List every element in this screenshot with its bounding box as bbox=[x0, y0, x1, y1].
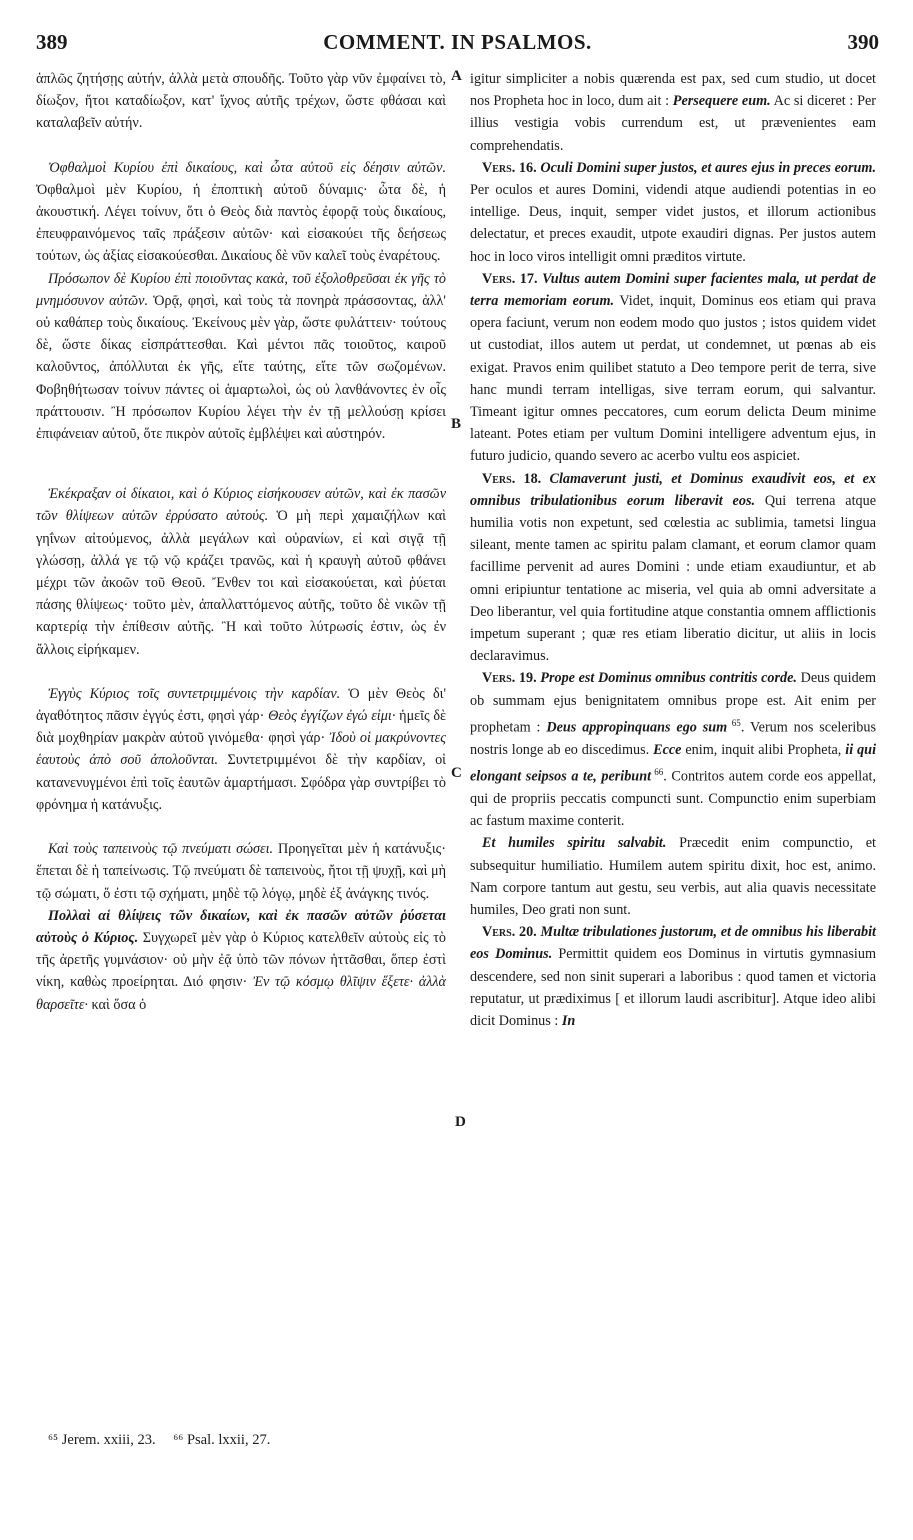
margin-marker-c: C bbox=[451, 765, 462, 781]
spacer bbox=[36, 445, 446, 483]
latin-text: igitur simpliciter a nobis quærenda est pax, sed cum studio, ut docet nos Propheta hoc in loco, dum ait : bbox=[470, 71, 876, 110]
greek-text: Ὁρᾷ, φησὶ, καὶ τοὺς τὰ πονηρὰ πράσσοντας, ἀλλ' οὐ καθάπερ τοὺς δικαίους. Ἐκείνους μὲν γὰρ, ὥστε φυλάττειν· τούτους δὲ, ὥστε δίκας εἰσπράττεσθαι. Καὶ μέντοι πᾶς τοιοῦτος, καιροῦ καλοῦντος, ἀπόλλυται ἐκ γῆς, εἴτε ταύτης, εἴτε τῶν σωζομένων. Φοβηθήτωσαν τοίνυν πάντες οἱ ἁμαρτωλοὶ, ὡς οὐ λανθάνοντες ἐν οἷς πράττουσιν. Ἢ πρόσωπον Κυρίου λέγει τὴν ἐν τῇ μελλούσῃ κρίσει ἐπιφάνειαν αὐτοῦ, ὅτε πικρὸν αὐτοῖς ἐμβλέψει καὶ αὐστηρόν. bbox=[36, 292, 446, 443]
latin-lemma: Et humiles spiritu salvabit. bbox=[482, 835, 667, 852]
latin-lemma: Vultus autem Domini super facientes mala, ut perdat de terra memoriam eorum. bbox=[470, 270, 877, 310]
latin-quote: Ecce bbox=[653, 741, 682, 758]
latin-lemma: Clamaverunt justi, et Dominus exaudivit eos, et ex omnibus tribulationibus eorum liberavit eos. bbox=[470, 470, 876, 509]
latin-text: Præcedit enim compunctio, et subsequitur humiliatio. Humilem autem spiritu dixit, hoc est, animo. Nam corpore tantum aut gestu, seu verbis, aut alia quavis necessitate humiles, Deo grati non sunt. bbox=[470, 835, 876, 918]
spacer bbox=[36, 661, 446, 683]
footnote-66: ⁶⁶ Psal. lxxii, 27. bbox=[173, 1432, 271, 1448]
verse-18 bbox=[470, 468, 876, 668]
margin-marker-a: A bbox=[451, 68, 462, 84]
latin-text: enim, inquit alibi Propheta, bbox=[681, 741, 846, 758]
greek-quote: Ἐν τῷ κόσμῳ θλῖψιν ἕξετε· ἀλλὰ θαρσεῖτε· bbox=[36, 974, 446, 1013]
verse-label: Vers. 18. bbox=[482, 470, 542, 487]
latin-text: Qui terrena atque humilia votis non expetunt, sed cœlestia ac sublimia, tametsi lingua sileant, mente tamen ac spiritu palam clamant, et eorum clamor quam facillime pervenit ad aures Domini : unde etiam exaudiuntur, et ab omni eripiuntur tentatione ac miseria, vel quia ab omni adversitate a Deo liberantur, vel quia fortitudine atque constantia omnem afflictionis impetum superant ; quæ res etiam liberatio dicitur, ut aliis in locis declaravimus. bbox=[470, 492, 876, 665]
greek-para-7 bbox=[36, 905, 446, 1016]
greek-para-5 bbox=[36, 683, 446, 816]
latin-lemma: Prope est Dominus omnibus contritis corde. bbox=[536, 670, 797, 687]
greek-text: Συγχωρεῖ μὲν γὰρ ὁ Κύριος κατελθεῖν αὐτοὺς εἰς τὸ τῆς ἀρετῆς γυμνάσιον· οὐ μὴν ἐᾷ ὑπὸ τῶν πόνων ἡττᾶσθαι, ὅπερ ἐστὶ νίκη, καθὼς προείρηται. Διό φησιν· bbox=[36, 929, 447, 991]
greek-text: Ὁ μὴ περὶ χαμαιζήλων καὶ γηΐνων αἰτούμενος, ἀλλὰ μεγάλων καὶ οὐρανίων, εἰ καὶ σιγᾷ τῇ γλώσσῃ, ἀλλά γε τῷ νῷ κράζει τρανῶς, καὶ ἡ κραυγὴ αὐτοῦ φθάνει μέχρι τῶν ἀκοῶν τοῦ Θεοῦ. Ἔνθεν τοι καὶ εἰσακούεται, καὶ ῥύεται πάσης θλίψεως· τοῦτο μὲν, ἀπαλλαττόμενος αὐτῆς, τοῦτο δὲ νικῶν τῇ καρτερίᾳ τὴν ἐπίθεσιν αὐτῆς. Ἢ καὶ τοῦτο λύτρωσίς ἐστιν, ὡς ἐν ἄλλοις εἰρήκαμεν. bbox=[36, 508, 446, 658]
latin-quote: ii qui elongant seipsos a te, peribunt bbox=[470, 741, 877, 785]
greek-para-1: ἁπλῶς ζητήσῃς αὐτήν, ἀλλὰ μετὰ σπουδῆς. Τοῦτο γὰρ νῦν ἐμφαίνει τὸ, δίωξον, ἤτοι καταδίωξον, κατ' ἴχνος αὐτῆς τρέχων, ὥστε φθάσαι καὶ καταλαβεῖν αὐτήν. bbox=[36, 71, 446, 132]
verse-16 bbox=[470, 157, 876, 268]
greek-lemma: Πρόσωπον δὲ Κυρίου ἐπὶ ποιοῦντας κακὰ, τοῦ ἐξολοθρεῦσαι ἐκ γῆς τὸ μνημόσυνον αὐτῶν. bbox=[36, 270, 446, 309]
latin-lemma: In bbox=[561, 1013, 576, 1029]
latin-para-1 bbox=[470, 68, 876, 157]
footnotes bbox=[48, 1432, 284, 1449]
latin-column bbox=[470, 68, 876, 1032]
footnote-ref[interactable]: 66 bbox=[651, 767, 664, 778]
greek-column bbox=[36, 68, 446, 1016]
latin-text: . Contritos autem corde eos appellat, qui de propriis peccatis compuncti sunt. Compunctio enim superbiam ac fastum maxime conterit. bbox=[470, 768, 876, 830]
latin-text: . Verum nos sceleribus nostris longe ab eo discedimus. bbox=[470, 719, 876, 758]
latin-text: Videt, inquit, Dominus eos etiam qui prava opera faciunt, verum non eodem modo quo justos ; istos quidem videt ut custodiat, illos autem ut perdat, ut condemnet, ut pœnas ab eis exigat. Pravos enim quilibet statuto a Deo tempore perit de terra, sive hanc mundi terram intelligas, sive terram eorum, qui salvantur. Timeant igitur omnes peccatores, cum eorum delicta Deum minime lateant. Potes etiam per vultum Domini intelligere adventum ejus, in futuro judicio, quando severo ac acerbo vultu eos aspiciet. bbox=[470, 293, 876, 465]
greek-quote: Θεὸς ἐγγίζων ἐγώ εἰμι· bbox=[268, 708, 396, 725]
verse-19b bbox=[470, 832, 876, 921]
greek-para-2 bbox=[36, 157, 446, 268]
verse-17 bbox=[470, 268, 876, 468]
greek-text: Συντετριμμένοι δὲ τὴν καρδίαν, οἱ κατανενυγμένοι ἐπὶ τοῖς ἑαυτῶν ἁμαρτήμασι. Σφόδρα γὰρ συντρίβει τὸ φρόνημα ἡ κατάνυξις. bbox=[36, 752, 446, 813]
greek-text: Προηγεῖται μὲν ἡ κατάνυξις· ἕπεται δὲ ἡ ταπείνωσις. Τῷ πνεύματι δὲ ταπεινοὺς, ἤτοι τῇ ψυχῇ, καὶ μὴ τῷ σώματι, ὅ ἐστι τῷ σχήματι, μηδὲ τῷ λόγῳ, μηδὲ ἐξ ἀνάγκης τινός. bbox=[36, 841, 447, 902]
greek-lemma: Καὶ τοὺς ταπεινοὺς τῷ πνεύματι σώσει. bbox=[48, 841, 274, 858]
greek-para-3 bbox=[36, 268, 446, 446]
verse-label: Vers. 19. bbox=[482, 670, 537, 687]
margin-marker-d: D bbox=[455, 1114, 466, 1130]
verse-19 bbox=[470, 667, 876, 832]
page-number-right: 390 bbox=[847, 30, 879, 54]
greek-lemma: Πολλαὶ αἱ θλίψεις τῶν δικαίων, καὶ ἐκ πασῶν αὐτῶν ῥύσεται αὐτοὺς ὁ Κύριος. bbox=[36, 907, 446, 946]
greek-text: καὶ ὅσα ὁ bbox=[87, 996, 147, 1013]
greek-lemma: Ἐκέκραξαν οἱ δίκαιοι, καὶ ὁ Κύριος εἰσήκουσεν αὐτῶν, καὶ ἐκ πασῶν τῶν θλίψεων αὐτῶν ἐρρύσατο αὐτούς. bbox=[36, 486, 446, 525]
spacer bbox=[36, 135, 446, 157]
latin-lemma: Persequere eum. bbox=[672, 93, 771, 110]
latin-lemma: Multæ tribulationes justorum, et de omnibus his liberabit eos Dominus. bbox=[470, 924, 876, 963]
latin-text: Permittit quidem eos Dominus in virtutis gymnasium descendere, sed non sinit superari a laboribus : quod tamen et victoria reputatur, ut prædiximus [ et illorum laudi ascribitur]. Atque ideo alibi dicit Dominus : bbox=[470, 946, 877, 1029]
footnote-ref[interactable]: 65 bbox=[727, 717, 741, 728]
latin-text: Per oculos et aures Domini, videndi atque audiendi potentias in eo intellige. Deus, inquit, semper videt justos, et illorum actionibus delectatur, et preces exaudit, utpote exaudiri dignas. Per justos autem hoc in loco viros intelligit omni præditos virtute. bbox=[470, 182, 876, 265]
latin-quote: Deus appropinquans ego sum bbox=[546, 719, 728, 736]
latin-text: Deus quidem ob summam ejus benignitatem omnibus prope est. Ait enim per prophetam : bbox=[470, 670, 876, 736]
running-header bbox=[36, 30, 879, 64]
greek-text: Ὁ μὲν Θεὸς δι' ἀγαθότητος πᾶσιν ἐγγύς ἐστι, φησὶ γάρ· bbox=[36, 685, 446, 725]
greek-lemma: Ὀφθαλμοὶ Κυρίου ἐπὶ δικαίους, καὶ ὦτα αὐτοῦ εἰς δέησιν αὐτῶν. bbox=[48, 159, 446, 176]
footnote-65: ⁶⁵ Jerem. xxiii, 23. bbox=[48, 1432, 156, 1448]
verse-label: Vers. 17. bbox=[482, 270, 538, 287]
greek-lemma: Ἐγγὺς Κύριος τοῖς συντετριμμένοις τὴν καρδίαν. bbox=[48, 685, 341, 702]
margin-marker-b: B bbox=[451, 416, 462, 432]
latin-text: Ac si diceret : Per illius vestigia vobis currendum est, ut prævenientes eam comprehendatis. bbox=[470, 93, 876, 154]
latin-lemma: Oculi Domini super justos, et aures ejus in preces eorum. bbox=[536, 159, 876, 176]
page-title: COMMENT. IN PSALMOS. bbox=[323, 30, 592, 54]
greek-quote: Ἰδοὺ οἱ μακρύνοντες ἑαυτοὺς ἀπὸ σοῦ ἀπολοῦνται. bbox=[36, 730, 446, 769]
greek-text: ἡμεῖς δὲ διὰ μοχθηρίαν μακρὰν αὐτοῦ γινόμεθα· φησὶ γάρ· bbox=[36, 708, 447, 747]
greek-para-6 bbox=[36, 838, 446, 905]
verse-label: Vers. 20. bbox=[482, 924, 537, 941]
verse-label: Vers. 16. bbox=[482, 159, 537, 176]
page-number-left: 389 bbox=[36, 30, 68, 54]
greek-text: Ὀφθαλμοὶ μὲν Κυρίου, ἡ ἐποπτικὴ αὐτοῦ δύναμις· ὦτα δὲ, ἡ ἀκουστική. Λέγει τοίνυν, ὅτι ὁ Θεὸς διὰ παντὸς ἐφορᾷ τοὺς δικαίους, ἐπευφραινόμενος ταῖς πράξεσιν αὐτῶν· καὶ εἰσακούει τῆς δεήσεως τούτων, ὡς ἀξίας εἰσακούεσθαι. Δικαίους δὲ νῦν καλεῖ τοὺς ἐναρέτους. bbox=[36, 181, 446, 265]
greek-para-4 bbox=[36, 483, 446, 661]
verse-20 bbox=[470, 921, 876, 1032]
spacer bbox=[36, 816, 446, 838]
